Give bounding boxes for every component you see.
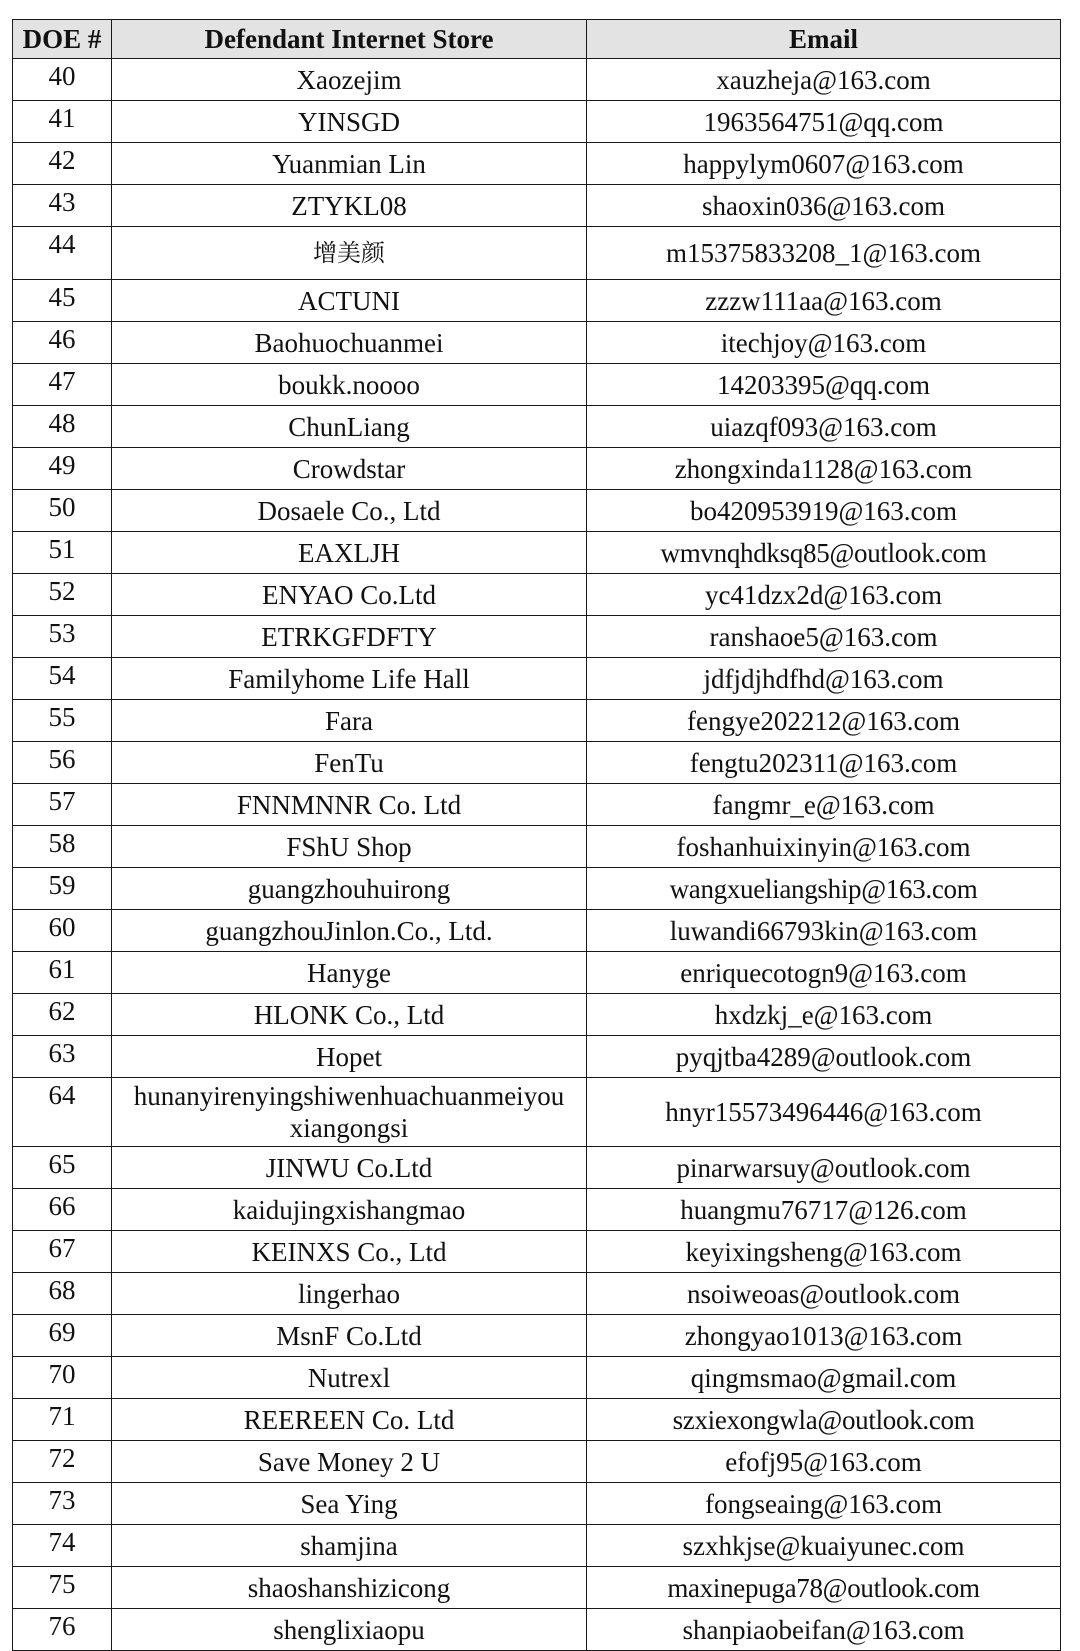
store-cell: shamjina [112, 1525, 587, 1567]
store-cell: Save Money 2 U [112, 1441, 587, 1483]
doe-cell: 73 [13, 1483, 112, 1525]
email-cell: zzzw111aa@163.com [587, 280, 1061, 322]
doe-cell: 70 [13, 1357, 112, 1399]
doe-cell: 41 [13, 101, 112, 143]
store-cell: hunanyirenyingshiwenhuachuanmeiyou xiangongsi [112, 1078, 587, 1147]
table-body [13, 59, 1061, 1651]
table-row [13, 1483, 1061, 1525]
store-cell: Yuanmian Lin [112, 143, 587, 185]
doe-cell: 68 [13, 1273, 112, 1315]
email-cell: fongseaing@163.com [587, 1483, 1061, 1525]
email-cell: wangxueliangship@163.com [587, 868, 1061, 910]
doe-cell: 60 [13, 910, 112, 952]
store-cell: Familyhome Life Hall [112, 658, 587, 700]
store-cell: Sea Ying [112, 1483, 587, 1525]
store-cell: ZTYKL08 [112, 185, 587, 227]
email-cell: 14203395@qq.com [587, 364, 1061, 406]
doe-cell: 58 [13, 826, 112, 868]
store-cell: shaoshanshizicong [112, 1567, 587, 1609]
email-cell: fengye202212@163.com [587, 700, 1061, 742]
store-cell: kaidujingxishangmao [112, 1189, 587, 1231]
table-row [13, 1441, 1061, 1483]
doe-cell: 52 [13, 574, 112, 616]
email-cell: pyqjtba4289@outlook.com [587, 1036, 1061, 1078]
table-row [13, 1078, 1061, 1147]
table-row [13, 574, 1061, 616]
doe-cell: 51 [13, 532, 112, 574]
store-cell: Dosaele Co., Ltd [112, 490, 587, 532]
email-cell: m15375833208_1@163.com [587, 227, 1061, 280]
store-cell: Crowdstar [112, 448, 587, 490]
doe-cell: 40 [13, 59, 112, 101]
email-cell: fengtu202311@163.com [587, 742, 1061, 784]
doe-cell: 74 [13, 1525, 112, 1567]
table-row [13, 784, 1061, 826]
table-row [13, 700, 1061, 742]
doe-cell: 61 [13, 952, 112, 994]
table-row [13, 1609, 1061, 1651]
table-row [13, 227, 1061, 280]
table-row [13, 280, 1061, 322]
store-cell: lingerhao [112, 1273, 587, 1315]
store-cell: Baohuochuanmei [112, 322, 587, 364]
email-cell: fangmr_e@163.com [587, 784, 1061, 826]
email-cell: huangmu76717@126.com [587, 1189, 1061, 1231]
email-cell: maxinepuga78@outlook.com [587, 1567, 1061, 1609]
table-row [13, 1525, 1061, 1567]
doe-cell: 42 [13, 143, 112, 185]
store-cell: HLONK Co., Ltd [112, 994, 587, 1036]
store-cell: Xaozejim [112, 59, 587, 101]
doe-cell: 64 [13, 1078, 112, 1147]
table-row [13, 101, 1061, 143]
store-cell: shenglixiaopu [112, 1609, 587, 1651]
email-cell: shaoxin036@163.com [587, 185, 1061, 227]
table-row [13, 406, 1061, 448]
email-cell: qingmsmao@gmail.com [587, 1357, 1061, 1399]
email-cell: ranshaoe5@163.com [587, 616, 1061, 658]
doe-cell: 43 [13, 185, 112, 227]
table-row [13, 490, 1061, 532]
store-cell: MsnF Co.Ltd [112, 1315, 587, 1357]
store-cell: KEINXS Co., Ltd [112, 1231, 587, 1273]
email-cell: foshanhuixinyin@163.com [587, 826, 1061, 868]
header-row [13, 20, 1061, 59]
doe-cell: 63 [13, 1036, 112, 1078]
email-cell: zhongyao1013@163.com [587, 1315, 1061, 1357]
email-cell: jdfjdjhdfhd@163.com [587, 658, 1061, 700]
email-cell: nsoiweoas@outlook.com [587, 1273, 1061, 1315]
header-doe: DOE # [13, 20, 112, 59]
email-cell: uiazqf093@163.com [587, 406, 1061, 448]
doe-cell: 57 [13, 784, 112, 826]
doe-cell: 47 [13, 364, 112, 406]
table-row [13, 1567, 1061, 1609]
table-row [13, 143, 1061, 185]
email-cell: shanpiaobeifan@163.com [587, 1609, 1061, 1651]
email-cell: itechjoy@163.com [587, 322, 1061, 364]
email-cell: hxdzkj_e@163.com [587, 994, 1061, 1036]
doe-cell: 56 [13, 742, 112, 784]
store-cell: FenTu [112, 742, 587, 784]
doe-cell: 59 [13, 868, 112, 910]
store-cell: REEREEN Co. Ltd [112, 1399, 587, 1441]
header-store: Defendant Internet Store [112, 20, 587, 59]
email-cell: keyixingsheng@163.com [587, 1231, 1061, 1273]
email-cell: luwandi66793kin@163.com [587, 910, 1061, 952]
email-cell: zhongxinda1128@163.com [587, 448, 1061, 490]
email-cell: yc41dzx2d@163.com [587, 574, 1061, 616]
email-cell: happylym0607@163.com [587, 143, 1061, 185]
table-row [13, 742, 1061, 784]
defendant-table [12, 19, 1061, 1651]
doe-cell: 62 [13, 994, 112, 1036]
store-cell: FNNMNNR Co. Ltd [112, 784, 587, 826]
email-cell: szxhkjse@kuaiyunec.com [587, 1525, 1061, 1567]
table-row [13, 868, 1061, 910]
store-cell: ChunLiang [112, 406, 587, 448]
table-row [13, 448, 1061, 490]
doe-cell: 50 [13, 490, 112, 532]
doe-cell: 44 [13, 227, 112, 280]
doe-cell: 55 [13, 700, 112, 742]
doe-cell: 48 [13, 406, 112, 448]
email-cell: hnyr15573496446@163.com [587, 1078, 1061, 1147]
table-row [13, 532, 1061, 574]
store-cell: guangzhouhuirong [112, 868, 587, 910]
email-cell: 1963564751@qq.com [587, 101, 1061, 143]
doe-cell: 54 [13, 658, 112, 700]
table-row [13, 826, 1061, 868]
store-cell: Fara [112, 700, 587, 742]
store-cell: Hopet [112, 1036, 587, 1078]
email-cell: enriquecotogn9@163.com [587, 952, 1061, 994]
table-row [13, 910, 1061, 952]
store-cell: FShU Shop [112, 826, 587, 868]
table-row [13, 1357, 1061, 1399]
doe-cell: 66 [13, 1189, 112, 1231]
doe-cell: 45 [13, 280, 112, 322]
table-row [13, 322, 1061, 364]
doe-cell: 67 [13, 1231, 112, 1273]
table-row [13, 952, 1061, 994]
doe-cell: 75 [13, 1567, 112, 1609]
doe-cell: 49 [13, 448, 112, 490]
store-cell: EAXLJH [112, 532, 587, 574]
email-cell: efofj95@163.com [587, 1441, 1061, 1483]
email-cell: wmvnqhdksq85@outlook.com [587, 532, 1061, 574]
table-row [13, 616, 1061, 658]
table-row [13, 1189, 1061, 1231]
store-cell: 增美颜 [112, 227, 587, 280]
table-row [13, 1399, 1061, 1441]
doe-cell: 71 [13, 1399, 112, 1441]
store-cell: ACTUNI [112, 280, 587, 322]
doe-cell: 72 [13, 1441, 112, 1483]
doe-cell: 76 [13, 1609, 112, 1651]
table-row [13, 1315, 1061, 1357]
store-cell: ENYAO Co.Ltd [112, 574, 587, 616]
table-row [13, 658, 1061, 700]
table-row [13, 1231, 1061, 1273]
store-cell: guangzhouJinlon.Co., Ltd. [112, 910, 587, 952]
email-cell: xauzheja@163.com [587, 59, 1061, 101]
table-row [13, 1036, 1061, 1078]
table-row [13, 1273, 1061, 1315]
email-cell: szxiexongwla@outlook.com [587, 1399, 1061, 1441]
doe-cell: 46 [13, 322, 112, 364]
table-row [13, 364, 1061, 406]
store-cell: JINWU Co.Ltd [112, 1147, 587, 1189]
store-cell: YINSGD [112, 101, 587, 143]
header-email: Email [587, 20, 1061, 59]
store-cell: Nutrexl [112, 1357, 587, 1399]
email-cell: pinarwarsuy@outlook.com [587, 1147, 1061, 1189]
table-row [13, 59, 1061, 101]
table-row [13, 1147, 1061, 1189]
doe-cell: 65 [13, 1147, 112, 1189]
doe-cell: 69 [13, 1315, 112, 1357]
table-row [13, 994, 1061, 1036]
store-cell: Hanyge [112, 952, 587, 994]
store-cell: boukk.noooo [112, 364, 587, 406]
email-cell: bo420953919@163.com [587, 490, 1061, 532]
doe-cell: 53 [13, 616, 112, 658]
store-cell: ETRKGFDFTY [112, 616, 587, 658]
table-row [13, 185, 1061, 227]
